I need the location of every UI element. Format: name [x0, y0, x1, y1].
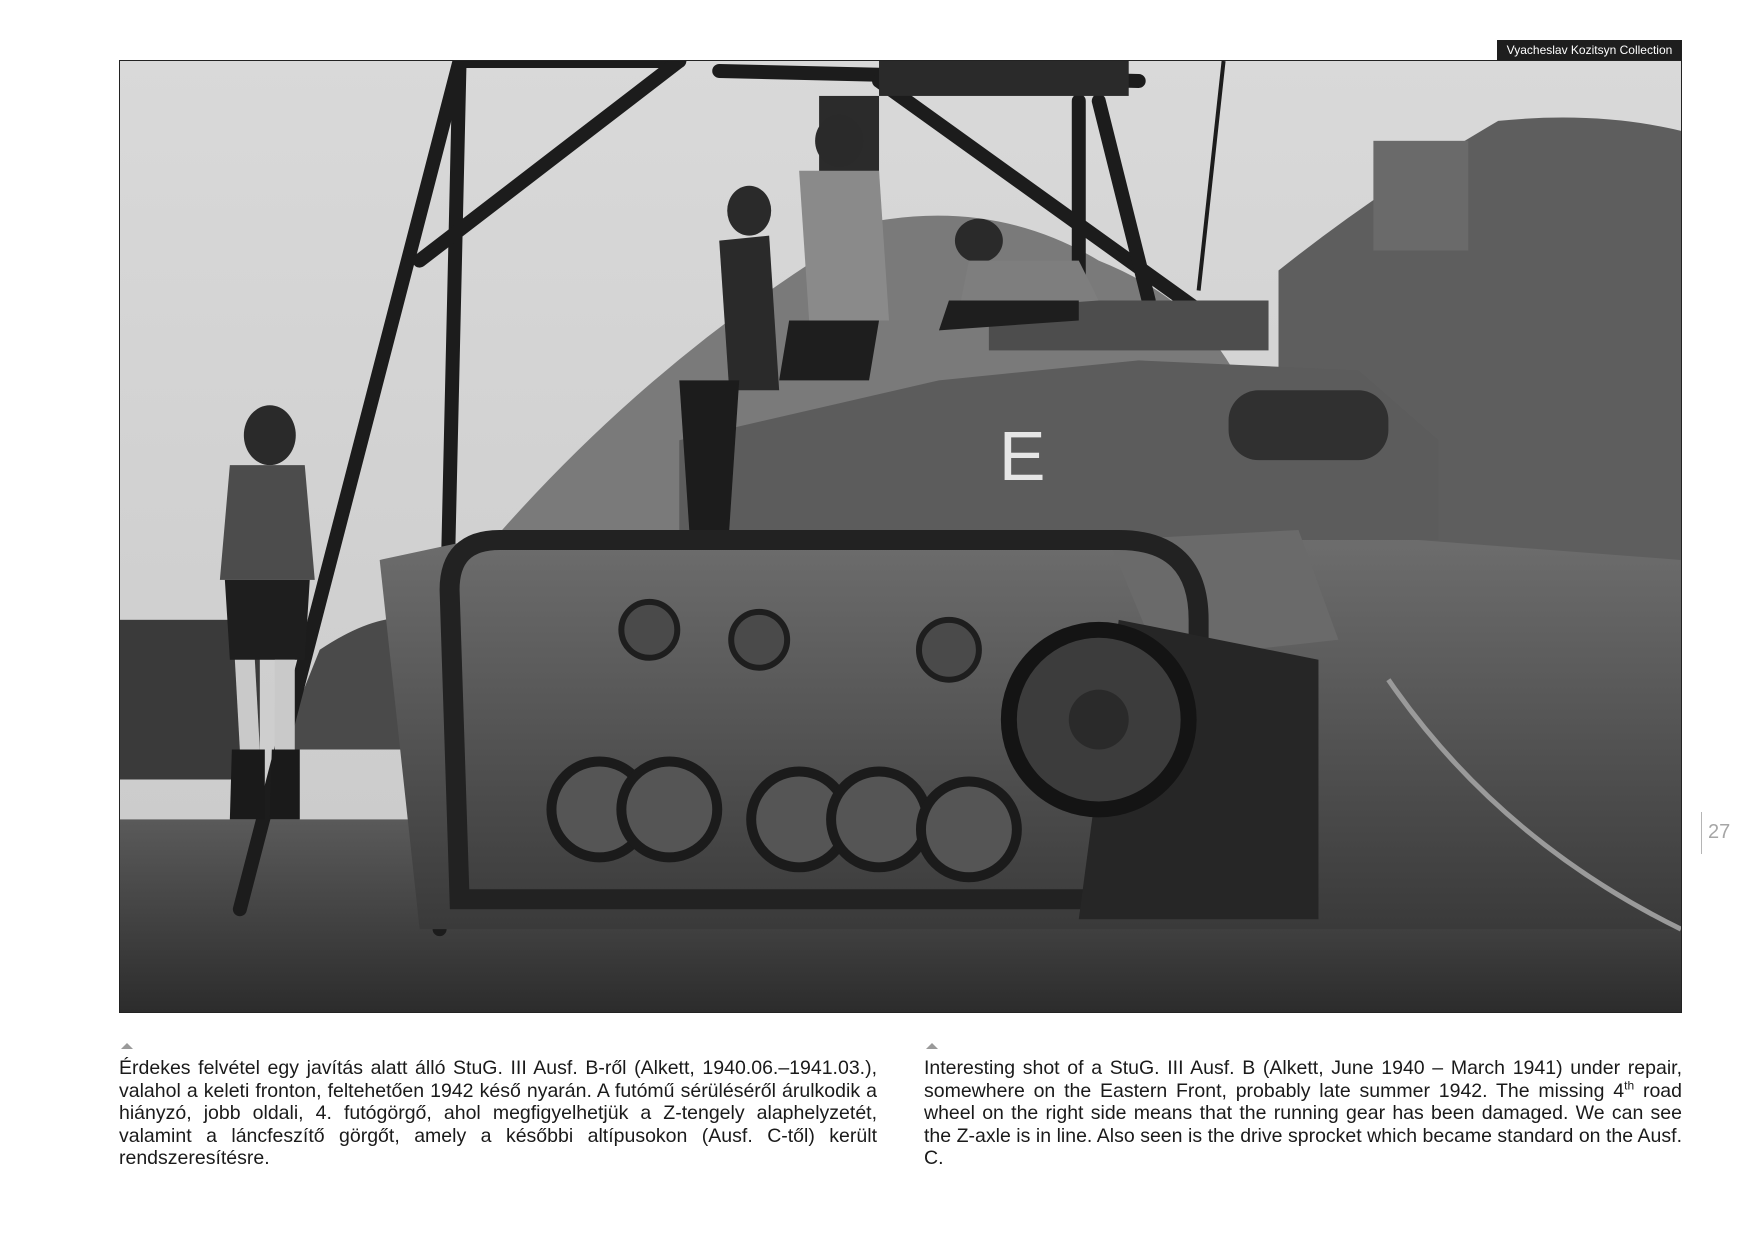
photo: [119, 60, 1682, 1013]
gun-barrel: [1229, 390, 1389, 460]
crane-beam: [879, 61, 1129, 96]
return-roller: [731, 612, 787, 668]
caption-english-part-2: road wheel on the right side means that the running gear has been damaged. We can see the Z-axle is in line. Also seen is the drive sprocket which became standard on the Ausf. C.: [924, 1079, 1682, 1169]
turret-marking: E: [998, 417, 1046, 496]
photo-illustration: [120, 61, 1681, 1012]
return-roller: [621, 602, 677, 658]
page-number-rule: [1701, 812, 1702, 854]
caption-marker-icon: [926, 1043, 938, 1049]
caption-english-superscript: th: [1624, 1078, 1635, 1092]
caption-marker-icon: [121, 1043, 133, 1049]
return-roller: [919, 620, 979, 680]
page-number: 27: [1708, 821, 1731, 843]
caption-english: [924, 1057, 1682, 1170]
photo-credit: Vyacheslav Kozitsyn Collection: [1497, 40, 1682, 60]
sprocket-hub: [1069, 690, 1129, 750]
caption-hungarian: Érdekes felvétel egy javítás alatt álló StuG. III Ausf. B-ről (Alkett, 1940.06.–1941.03.), valahol a keleti fronton, feltehetően 1942 késő nyarán. A futómű sérüléséről árulkodik a hiányzó, jobb oldali, 4. futógörgő, ahol megfigyelhetjük a Z-tengely alaphelyzetét, valamint a láncfeszítő görgőt, amely a későbbi altípusokon (Ausf. C-től) került rendszeresítésre.: [119, 1057, 877, 1169]
chimney: [1373, 141, 1468, 251]
caption-english-part-1: Interesting shot of a StuG. III Ausf. B (Alkett, June 1940 – March 1941) under repair, somewhere on the Eastern Front, probably late summer 1942. The missing 4: [924, 1057, 1682, 1102]
